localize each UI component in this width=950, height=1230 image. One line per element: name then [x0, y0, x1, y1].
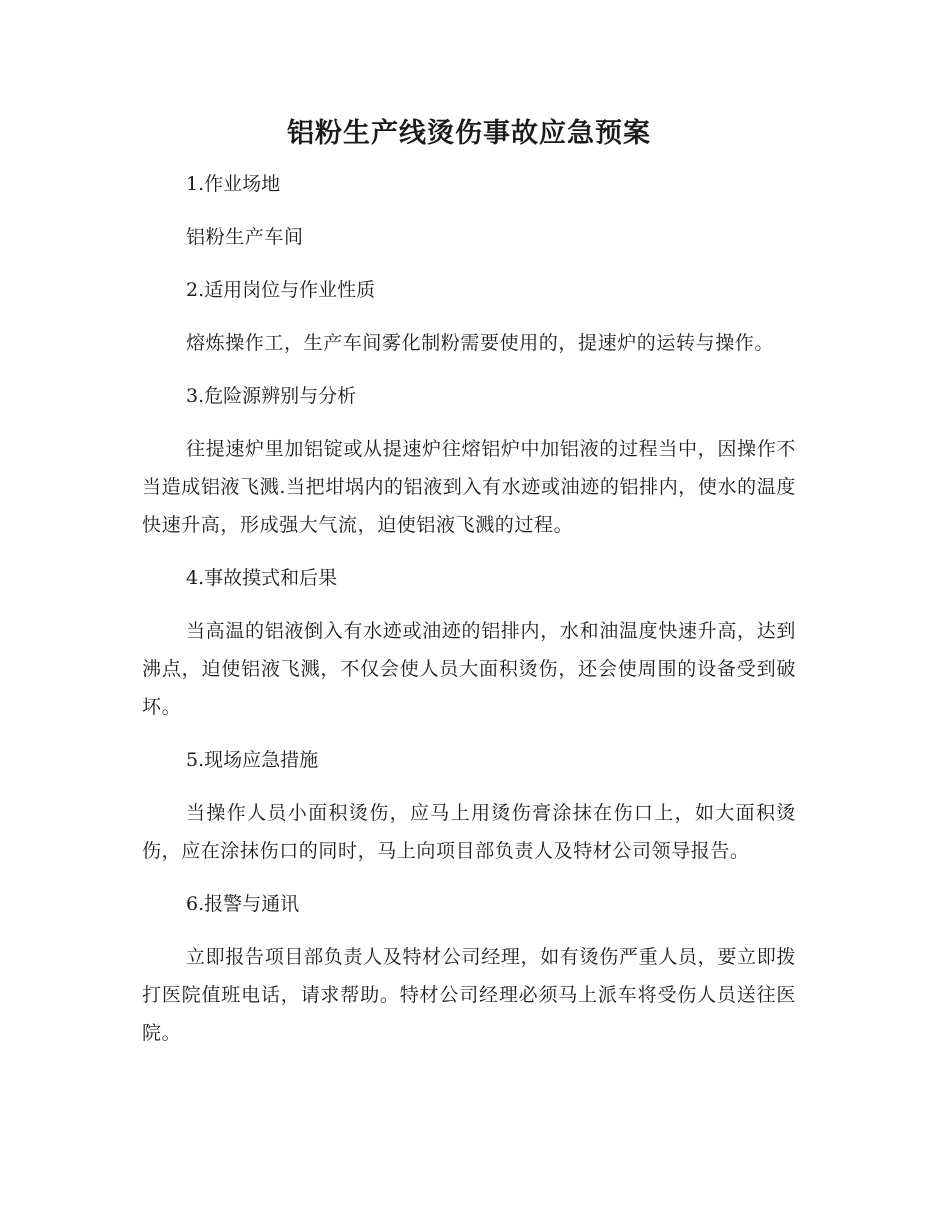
section-heading: 4.事故摸式和后果 [186, 567, 338, 589]
section-body: 立即报告项目部负责人及特材公司经理，如有烫伤严重人员，要立即拨打医院值班电话，请求帮助。特材公司经理必须马上派车将受伤人员送往医院。 [142, 946, 796, 1044]
section-accident-consequences [142, 560, 796, 726]
section-emergency-measures [142, 742, 796, 870]
section-body: 当高温的铝液倒入有水迹或油迹的铝排内，水和油温度快速升高，达到沸点，迫使铝液飞溅，不仅会使人员大面积烫伤，还会使周围的设备受到破坏。 [142, 620, 796, 718]
section-body: 铝粉生产车间 [186, 226, 304, 248]
section-body: 熔炼操作工，生产车间雾化制粉需要使用的，提速炉的运转与操作。 [186, 332, 775, 354]
section-heading: 6.报警与通讯 [186, 893, 300, 915]
section-heading: 3.危险源辨别与分析 [186, 385, 357, 407]
section-hazard-analysis [142, 378, 796, 544]
document-title: 铝粉生产线烫伤事故应急预案 [287, 118, 651, 149]
section-alarm-communication [142, 886, 796, 1052]
section-heading: 1.作业场地 [186, 173, 281, 195]
section-heading: 5.现场应急措施 [186, 749, 319, 771]
document-page [142, 112, 796, 1068]
section-work-site [142, 166, 796, 256]
section-body: 往提速炉里加铝锭或从提速炉往熔铝炉中加铝液的过程当中，因操作不当造成铝液飞溅.当把坩埚内的铝液到入有水迹或油迹的铝排内，使水的温度快速升高，形成强大气流，迫使铝液飞溅的过程。 [142, 438, 796, 536]
section-body: 当操作人员小面积烫伤，应马上用烫伤膏涂抹在伤口上，如大面积烫伤，应在涂抹伤口的同时，马上向项目部负责人及特材公司领导报告。 [142, 802, 796, 862]
section-heading: 2.适用岗位与作业性质 [186, 279, 376, 301]
section-applicable-posts [142, 272, 796, 362]
